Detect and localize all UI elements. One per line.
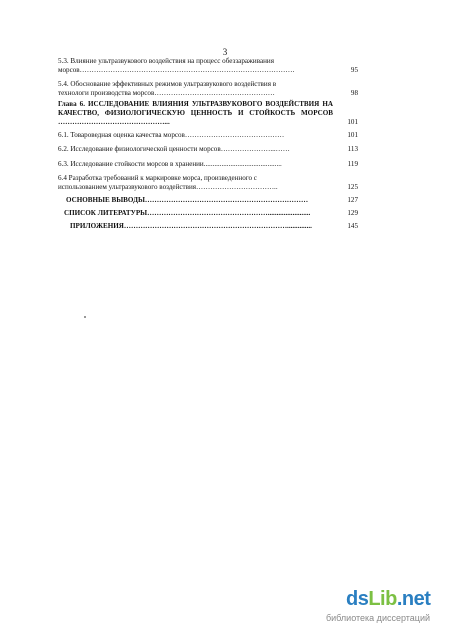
dslib-logo (346, 588, 430, 611)
logo-ds: ds (346, 588, 369, 610)
logo-net: .net (396, 588, 431, 610)
toc-entry-text: ПРИЛОЖЕНИЯ…………………………………………………………….............. (70, 222, 312, 230)
toc-entry-page: 101 (347, 118, 358, 126)
toc-entry-6-1 (58, 131, 358, 140)
toc-entry-text: ОСНОВНЫЕ ВЫВОДЫ…………………………………………………………… (66, 196, 309, 204)
toc-entry-page: 113 (347, 145, 358, 153)
toc-entry-page: 101 (347, 131, 358, 139)
toc-entry-page: 119 (347, 160, 358, 168)
page-number: 3 (222, 47, 228, 57)
logo-lib: Lib (368, 588, 397, 610)
toc-entry-appendices (58, 222, 358, 231)
toc-entry-text: 5.3. Влияние ультразвукового воздействия на процесс обеззараживания морсов………………………………………………………………………………. (58, 57, 295, 74)
toc-entry-page: 129 (347, 209, 358, 217)
toc-entry-5-4 (58, 80, 358, 98)
toc-entry-references (58, 209, 358, 218)
watermark-tagline: библиотека диссертаций (326, 613, 431, 623)
toc-entry-6-4 (58, 174, 358, 192)
toc-entry-5-3 (58, 57, 358, 75)
toc-entry-page: 145 (347, 222, 358, 230)
toc-entry-6-2 (58, 145, 358, 154)
toc-entry-6-3 (58, 160, 358, 169)
toc-entry-text: Глава 6. ИССЛЕДОВАНИЕ ВЛИЯНИЯ УЛЬТРАЗВУКОВОГО ВОЗДЕЙСТВИЯ НА КАЧЕСТВО, ФИЗИОЛОГИЧЕСКУЮ ЦЕННОСТЬ И СТОЙКОСТЬ МОРСОВ ………………………………………... (58, 100, 333, 126)
dslib-watermark (326, 588, 441, 628)
toc-entry-page: 125 (347, 183, 358, 191)
toc-entry-text: СПИСОК ЛИТЕРАТУРЫ……………………………………………........................ (64, 209, 311, 217)
toc-entry-page: 98 (350, 89, 358, 97)
toc-entry-conclusions (58, 196, 358, 205)
toc-entry-chapter-6 (58, 100, 358, 127)
toc-entry-text: 6.1. Товароведная оценка качества морсов…………………………………… (58, 131, 285, 139)
toc-entry-text: 5.4. Обоснование эффективных режимов ультразвукового воздействия в технологи производства морсов…………………………………………… (58, 80, 277, 97)
toc-entry-page: 95 (350, 66, 358, 74)
toc-entry-page: 127 (347, 196, 358, 204)
toc-entry-text: 6.4 Разработка требований к маркировке морса, произведенного с использованием ультразвукового воздействия…………………………….. (58, 174, 278, 191)
toc-entry-text: 6.2. Исследование физиологической ценности морсов…………………...…… (58, 145, 290, 153)
stray-dot (84, 316, 86, 318)
toc-entry-text: 6.3. Исследование стойкости морсов в хранении............................................ (58, 160, 282, 168)
